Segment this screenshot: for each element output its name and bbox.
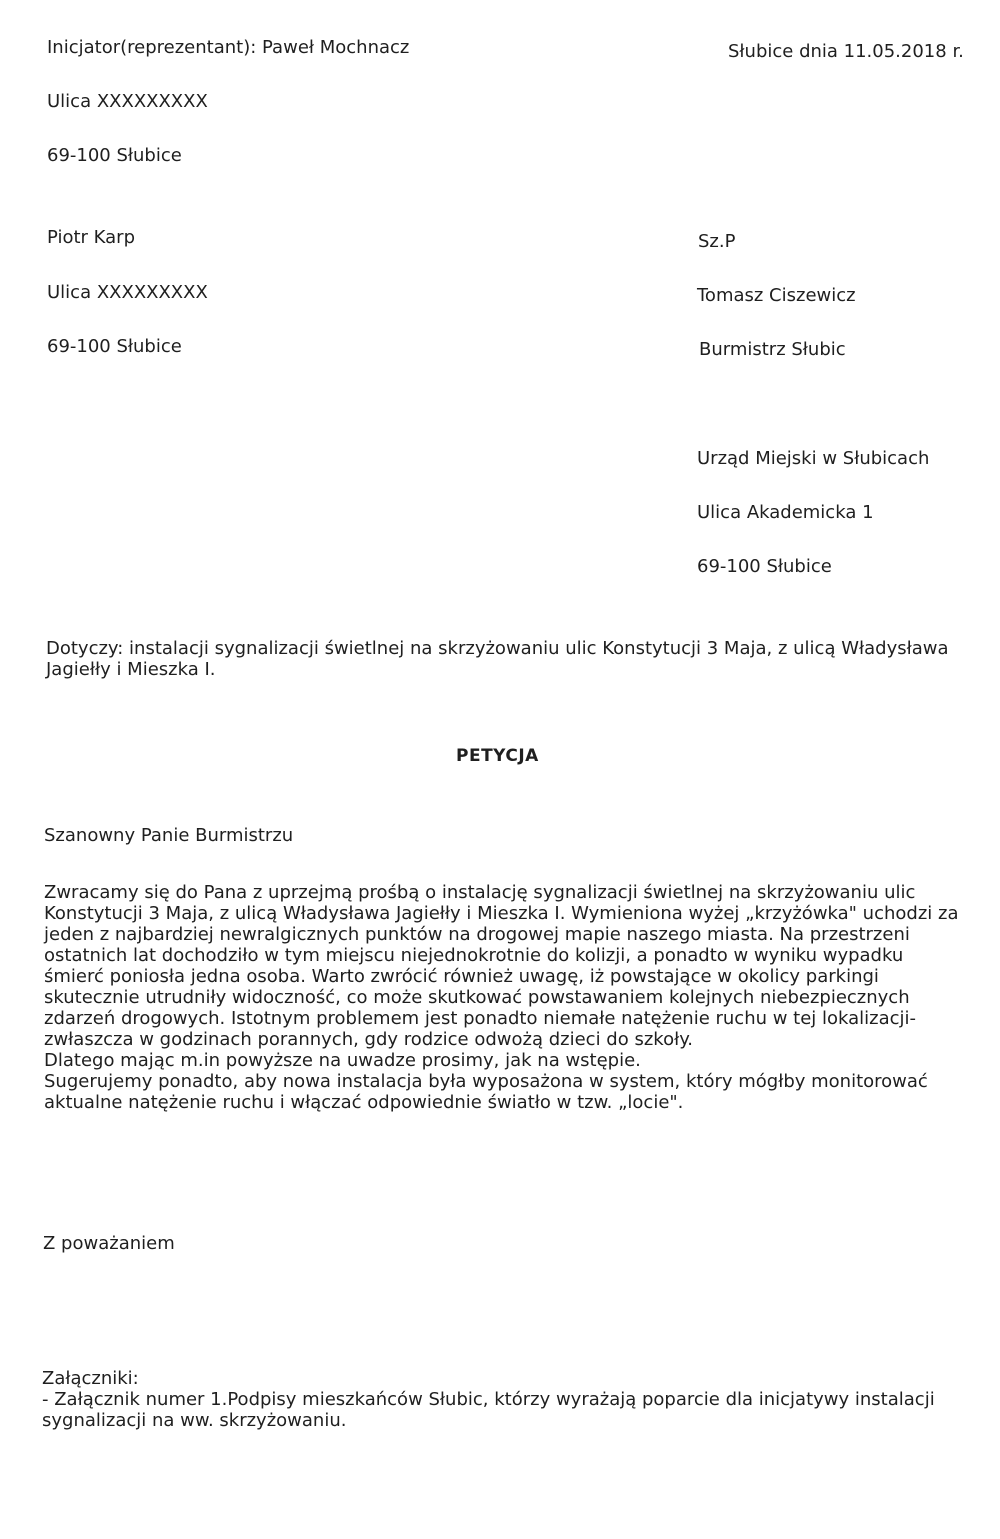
recipient-salutation: Sz.P bbox=[698, 231, 736, 252]
recipient-role: Burmistrz Słubic bbox=[699, 339, 846, 360]
body-line: jeden z najbardziej newralgicznych punktów na drogowej mapie naszego miasta. Na przestrzeni bbox=[44, 924, 910, 945]
attachment-line: - Załącznik numer 1.Podpisy mieszkańców Słubic, którzy wyrażają poparcie dla inicjatywy instalacji bbox=[42, 1389, 935, 1410]
body-line: zwłaszcza w godzinach porannych, gdy rodzice odwożą dzieci do szkoły. bbox=[44, 1029, 694, 1050]
recipient-street: Ulica Akademicka 1 bbox=[697, 502, 874, 523]
subject-line: Dotyczy: instalacji sygnalizacji świetlnej na skrzyżowaniu ulic Konstytucji 3 Maja, z ulicą Władysława bbox=[46, 638, 949, 659]
body-line: śmierć poniosła jedna osoba. Warto zwrócić również uwagę, iż powstające w okolicy parkingi bbox=[44, 966, 879, 987]
body-line: zdarzeń drogowych. Istotnym problemem jest ponadto niemałe natężenie ruchu w tej lokalizacji- bbox=[44, 1008, 917, 1029]
body-line: Dlatego mając m.in powyższe na uwadze prosimy, jak na wstępie. bbox=[44, 1050, 641, 1071]
body-line: Zwracamy się do Pana z uprzejmą prośbą o instalację sygnalizacji świetlnej na skrzyżowaniu ulic bbox=[44, 882, 916, 903]
sender-city: 69-100 Słubice bbox=[47, 145, 182, 166]
co-sender-city: 69-100 Słubice bbox=[47, 336, 182, 357]
attachments-heading: Załączniki: bbox=[42, 1368, 139, 1389]
body-line: skutecznie utrudniły widoczność, co może skutkować powstawaniem kolejnych niebezpiecznych bbox=[44, 987, 910, 1008]
petition-body bbox=[44, 882, 958, 1113]
document-title: PETYCJA bbox=[456, 746, 539, 766]
subject bbox=[46, 638, 949, 680]
body-line: Sugerujemy ponadto, aby nowa instalacja była wyposażona w system, który mógłby monitorować bbox=[44, 1071, 928, 1092]
body-line: aktualne natężenie ruchu i włączać odpowiednie światło w tzw. „locie". bbox=[44, 1092, 684, 1113]
attachments bbox=[42, 1368, 935, 1431]
place-date: Słubice dnia 11.05.2018 r. bbox=[728, 41, 964, 62]
body-line: Konstytucji 3 Maja, z ulicą Władysława Jagiełły i Mieszka I. Wymieniona wyżej „krzyżówka" uchodzi za bbox=[44, 903, 959, 924]
sender-initiator: Inicjator(reprezentant): Paweł Mochnacz bbox=[47, 37, 410, 58]
closing: Z poważaniem bbox=[43, 1233, 175, 1254]
recipient-office: Urząd Miejski w Słubicach bbox=[697, 448, 930, 469]
attachment-line: sygnalizacji na ww. skrzyżowaniu. bbox=[42, 1410, 347, 1431]
recipient-name: Tomasz Ciszewicz bbox=[697, 285, 856, 306]
body-line: ostatnich lat dochodziło w tym miejscu niejednokrotnie do kolizji, a ponadto w wyniku wypadku bbox=[44, 945, 904, 966]
co-sender-street: Ulica XXXXXXXXX bbox=[47, 282, 208, 303]
greeting: Szanowny Panie Burmistrzu bbox=[44, 825, 294, 846]
subject-line: Jagiełły i Mieszka I. bbox=[46, 659, 216, 680]
recipient-city: 69-100 Słubice bbox=[697, 556, 832, 577]
co-sender-name: Piotr Karp bbox=[47, 227, 135, 248]
sender-street: Ulica XXXXXXXXX bbox=[47, 91, 208, 112]
